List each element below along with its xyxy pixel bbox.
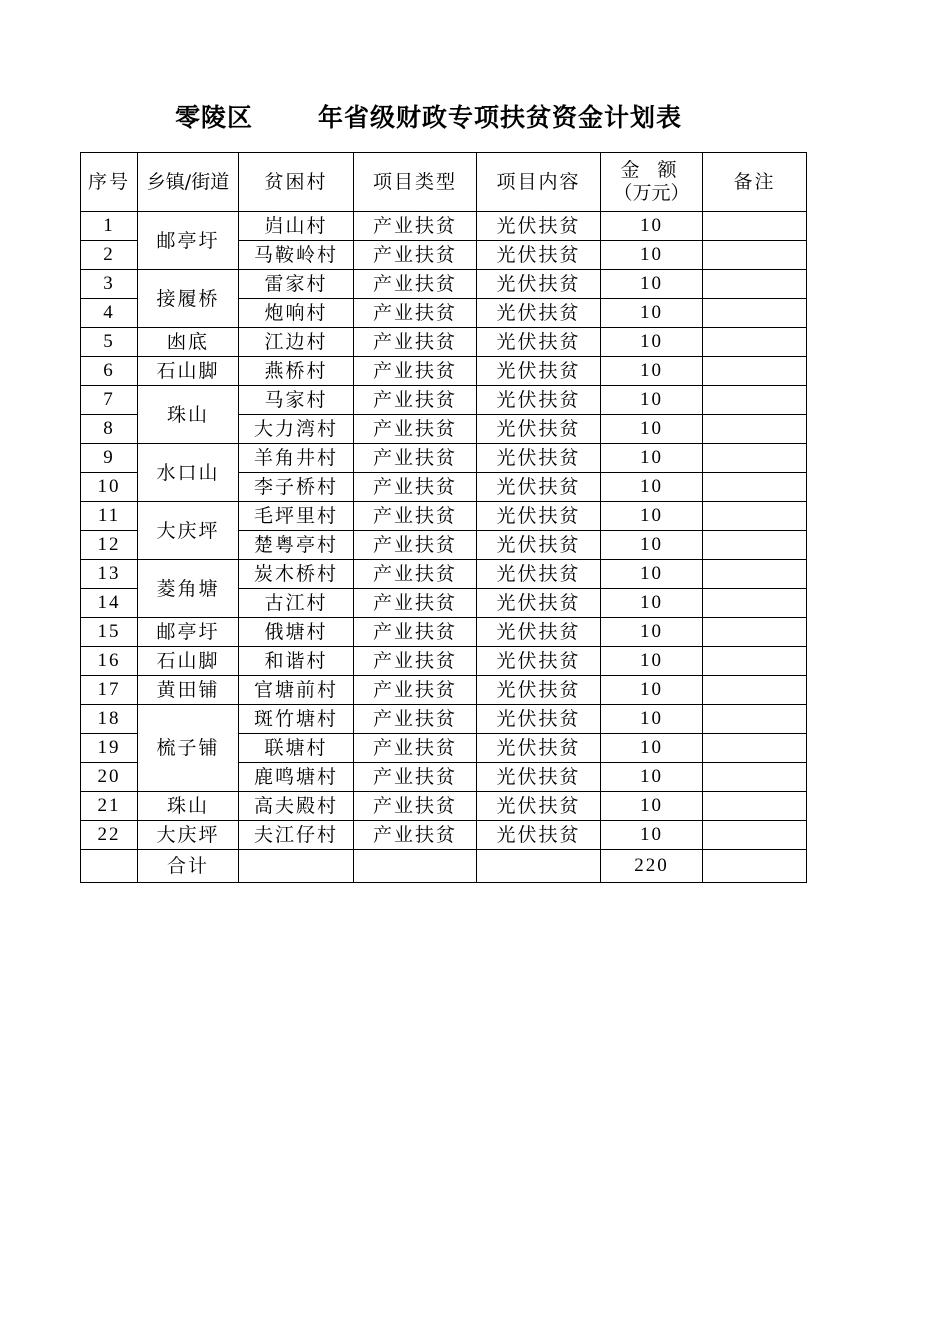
- cell-village: 李子桥村: [239, 473, 354, 502]
- cell-type: 产业扶贫: [354, 705, 477, 734]
- cell-content: 光伏扶贫: [477, 241, 601, 270]
- cell-seq: 10: [81, 473, 138, 502]
- table-row: [81, 792, 807, 821]
- cell-village: 炭木桥村: [239, 560, 354, 589]
- header-amount-line1: 金 额: [620, 159, 683, 181]
- cell-content: 光伏扶贫: [477, 299, 601, 328]
- cell-seq: 21: [81, 792, 138, 821]
- header-content: 项目内容: [477, 153, 601, 212]
- cell-amount: 10: [601, 676, 703, 705]
- cell-village: 大力湾村: [239, 415, 354, 444]
- cell-content: 光伏扶贫: [477, 618, 601, 647]
- cell-type: 产业扶贫: [354, 763, 477, 792]
- page-title: [0, 98, 942, 138]
- cell-town: 水口山: [138, 444, 239, 502]
- cell-note: [703, 299, 807, 328]
- cell-content: 光伏扶贫: [477, 212, 601, 241]
- cell-content: 光伏扶贫: [477, 589, 601, 618]
- cell-amount: 10: [601, 647, 703, 676]
- cell-content: 光伏扶贫: [477, 473, 601, 502]
- cell-town: 大庆坪: [138, 821, 239, 850]
- header-note: 备注: [703, 153, 807, 212]
- cell-note: [703, 241, 807, 270]
- cell-content: 光伏扶贫: [477, 328, 601, 357]
- cell-village: 雷家村: [239, 270, 354, 299]
- header-amount: [601, 153, 703, 212]
- cell-content: 光伏扶贫: [477, 357, 601, 386]
- cell-village: 高夫殿村: [239, 792, 354, 821]
- header-row: [81, 153, 807, 212]
- cell-seq: 22: [81, 821, 138, 850]
- cell-seq: 1: [81, 212, 138, 241]
- cell-amount: 10: [601, 270, 703, 299]
- cell-type: 产业扶贫: [354, 618, 477, 647]
- cell-note: [703, 821, 807, 850]
- cell-amount: 10: [601, 299, 703, 328]
- cell-amount: 10: [601, 618, 703, 647]
- cell-seq: 17: [81, 676, 138, 705]
- cell-amount: 10: [601, 212, 703, 241]
- table-body: [81, 212, 807, 850]
- cell-note: [703, 705, 807, 734]
- cell-seq: 9: [81, 444, 138, 473]
- cell-content: 光伏扶贫: [477, 647, 601, 676]
- cell-town: 珠山: [138, 386, 239, 444]
- cell-village: 古江村: [239, 589, 354, 618]
- cell-village: 马家村: [239, 386, 354, 415]
- cell-type: 产业扶贫: [354, 357, 477, 386]
- cell-note: [703, 676, 807, 705]
- header-amount-line2: （万元）: [613, 182, 690, 204]
- cell-town: 大庆坪: [138, 502, 239, 560]
- cell-seq: 6: [81, 357, 138, 386]
- table-row: [81, 502, 807, 531]
- header-seq: 序号: [81, 153, 138, 212]
- cell-amount: 10: [601, 415, 703, 444]
- cell-town: 石山脚: [138, 647, 239, 676]
- cell-amount: 10: [601, 763, 703, 792]
- cell-village: 楚粤亭村: [239, 531, 354, 560]
- cell-type: 产业扶贫: [354, 386, 477, 415]
- cell-town: 珠山: [138, 792, 239, 821]
- cell-town: 邮亭圩: [138, 212, 239, 270]
- cell-amount: 10: [601, 734, 703, 763]
- cell-content: 光伏扶贫: [477, 270, 601, 299]
- cell-town: 黄田铺: [138, 676, 239, 705]
- table-row: [81, 618, 807, 647]
- cell-town: 石山脚: [138, 357, 239, 386]
- cell-village: 斑竹塘村: [239, 705, 354, 734]
- cell-note: [703, 386, 807, 415]
- cell-content: 光伏扶贫: [477, 531, 601, 560]
- cell-seq: 19: [81, 734, 138, 763]
- cell-type: 产业扶贫: [354, 792, 477, 821]
- cell-amount: 10: [601, 821, 703, 850]
- cell-note: [703, 734, 807, 763]
- cell-amount: 10: [601, 386, 703, 415]
- cell-seq: 7: [81, 386, 138, 415]
- table-row: [81, 212, 807, 241]
- header-village: 贫困村: [239, 153, 354, 212]
- title-main: 年省级财政专项扶贫资金计划表: [318, 103, 683, 132]
- cell-seq: 13: [81, 560, 138, 589]
- table-row: [81, 270, 807, 299]
- cell-type: 产业扶贫: [354, 821, 477, 850]
- cell-note: [703, 357, 807, 386]
- total-seq-cell: [81, 850, 138, 883]
- cell-seq: 14: [81, 589, 138, 618]
- total-row: [81, 850, 807, 883]
- cell-type: 产业扶贫: [354, 560, 477, 589]
- cell-village: 官塘前村: [239, 676, 354, 705]
- cell-note: [703, 444, 807, 473]
- cell-content: 光伏扶贫: [477, 444, 601, 473]
- cell-seq: 20: [81, 763, 138, 792]
- cell-seq: 16: [81, 647, 138, 676]
- table-row: [81, 444, 807, 473]
- cell-amount: 10: [601, 589, 703, 618]
- cell-note: [703, 531, 807, 560]
- cell-type: 产业扶贫: [354, 531, 477, 560]
- cell-seq: 8: [81, 415, 138, 444]
- total-amount: 220: [601, 850, 703, 883]
- cell-type: 产业扶贫: [354, 299, 477, 328]
- cell-note: [703, 647, 807, 676]
- total-content-cell: [477, 850, 601, 883]
- cell-type: 产业扶贫: [354, 589, 477, 618]
- cell-village: 鹿鸣塘村: [239, 763, 354, 792]
- cell-seq: 12: [81, 531, 138, 560]
- cell-type: 产业扶贫: [354, 444, 477, 473]
- cell-seq: 18: [81, 705, 138, 734]
- cell-note: [703, 328, 807, 357]
- cell-amount: 10: [601, 560, 703, 589]
- cell-village: 岿山村: [239, 212, 354, 241]
- cell-amount: 10: [601, 444, 703, 473]
- cell-note: [703, 212, 807, 241]
- cell-town: 接履桥: [138, 270, 239, 328]
- cell-note: [703, 473, 807, 502]
- cell-content: 光伏扶贫: [477, 560, 601, 589]
- total-label: 合计: [138, 850, 239, 883]
- cell-town: 梳子铺: [138, 705, 239, 792]
- total-note-cell: [703, 850, 807, 883]
- cell-amount: 10: [601, 357, 703, 386]
- cell-type: 产业扶贫: [354, 676, 477, 705]
- cell-content: 光伏扶贫: [477, 705, 601, 734]
- cell-type: 产业扶贫: [354, 415, 477, 444]
- cell-seq: 5: [81, 328, 138, 357]
- cell-amount: 10: [601, 328, 703, 357]
- cell-village: 马鞍岭村: [239, 241, 354, 270]
- table-row: [81, 705, 807, 734]
- cell-content: 光伏扶贫: [477, 734, 601, 763]
- cell-village: 羊角井村: [239, 444, 354, 473]
- fund-plan-table: [80, 152, 807, 883]
- cell-type: 产业扶贫: [354, 502, 477, 531]
- cell-seq: 2: [81, 241, 138, 270]
- cell-content: 光伏扶贫: [477, 763, 601, 792]
- cell-amount: 10: [601, 792, 703, 821]
- cell-note: [703, 589, 807, 618]
- cell-amount: 10: [601, 502, 703, 531]
- table-row: [81, 676, 807, 705]
- cell-content: 光伏扶贫: [477, 502, 601, 531]
- table-row: [81, 328, 807, 357]
- cell-note: [703, 415, 807, 444]
- table-row: [81, 386, 807, 415]
- cell-note: [703, 560, 807, 589]
- table-row: [81, 647, 807, 676]
- cell-town: 菱角塘: [138, 560, 239, 618]
- cell-type: 产业扶贫: [354, 212, 477, 241]
- cell-village: 燕桥村: [239, 357, 354, 386]
- cell-note: [703, 502, 807, 531]
- cell-amount: 10: [601, 473, 703, 502]
- cell-village: 炮响村: [239, 299, 354, 328]
- cell-content: 光伏扶贫: [477, 676, 601, 705]
- cell-amount: 10: [601, 531, 703, 560]
- header-type: 项目类型: [354, 153, 477, 212]
- header-town: 乡镇/街道: [138, 153, 239, 212]
- cell-content: 光伏扶贫: [477, 386, 601, 415]
- cell-type: 产业扶贫: [354, 734, 477, 763]
- cell-type: 产业扶贫: [354, 241, 477, 270]
- total-type-cell: [354, 850, 477, 883]
- cell-town: 凼底: [138, 328, 239, 357]
- cell-village: 江边村: [239, 328, 354, 357]
- cell-seq: 3: [81, 270, 138, 299]
- cell-amount: 10: [601, 241, 703, 270]
- cell-seq: 15: [81, 618, 138, 647]
- cell-note: [703, 763, 807, 792]
- cell-note: [703, 618, 807, 647]
- cell-type: 产业扶贫: [354, 328, 477, 357]
- cell-village: 夫江仔村: [239, 821, 354, 850]
- cell-content: 光伏扶贫: [477, 821, 601, 850]
- cell-content: 光伏扶贫: [477, 792, 601, 821]
- table-row: [81, 821, 807, 850]
- cell-village: 联塘村: [239, 734, 354, 763]
- cell-type: 产业扶贫: [354, 647, 477, 676]
- table-row: [81, 560, 807, 589]
- total-village-cell: [239, 850, 354, 883]
- cell-seq: 4: [81, 299, 138, 328]
- cell-note: [703, 270, 807, 299]
- title-district: 零陵区: [175, 103, 254, 132]
- cell-type: 产业扶贫: [354, 473, 477, 502]
- cell-seq: 11: [81, 502, 138, 531]
- table-row: [81, 357, 807, 386]
- cell-type: 产业扶贫: [354, 270, 477, 299]
- cell-content: 光伏扶贫: [477, 415, 601, 444]
- cell-village: 和谐村: [239, 647, 354, 676]
- cell-note: [703, 792, 807, 821]
- cell-village: 俄塘村: [239, 618, 354, 647]
- cell-town: 邮亭圩: [138, 618, 239, 647]
- cell-village: 毛坪里村: [239, 502, 354, 531]
- cell-amount: 10: [601, 705, 703, 734]
